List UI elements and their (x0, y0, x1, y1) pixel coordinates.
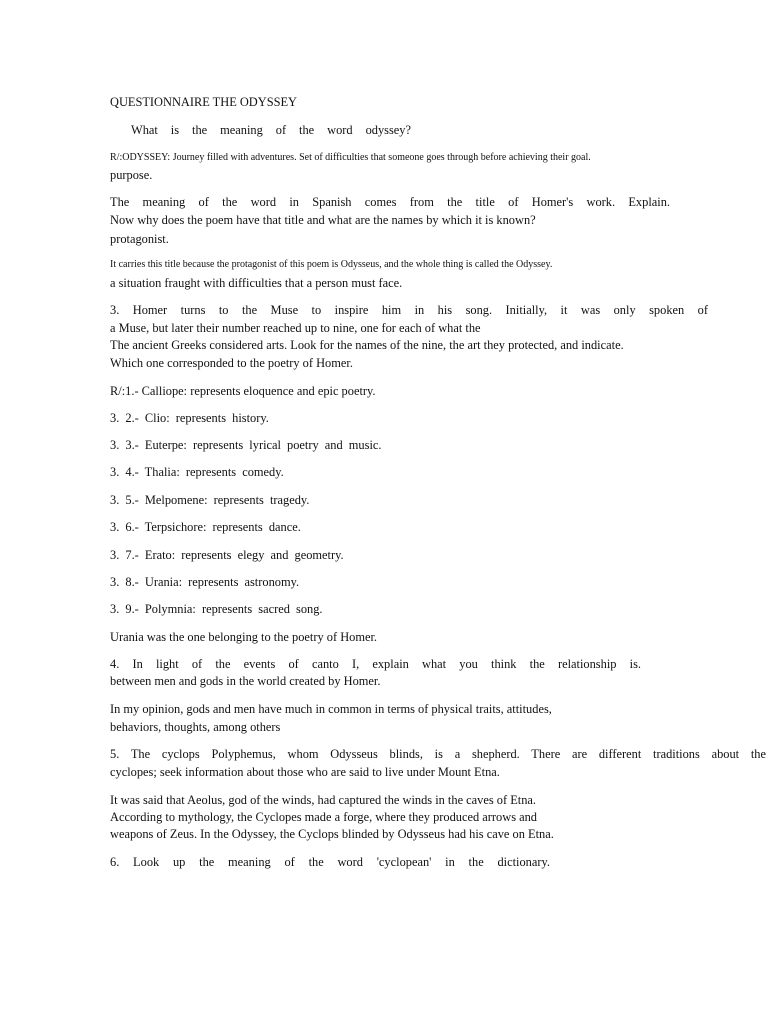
question-6: 6. Look up the meaning of the word 'cyclopean' in the dictionary. (110, 855, 550, 869)
answer-2-continuation: a situation fraught with difficulties that a person must face. (110, 276, 403, 290)
answer-5-line-2: According to mythology, the Cyclopes made a forge, where they produced arrows and (110, 810, 538, 824)
question-3-line-3: The ancient Greeks considered arts. Look for the names of the nine, the art they protected, and indicate. (110, 338, 624, 352)
muse-item: 3. 5.- Melpomene: represents tragedy. (110, 493, 310, 507)
question-4-line-1: 4. In light of the events of canto I, explain what you think the relationship is. (110, 657, 641, 671)
question-5-line-2: cyclopes; seek information about those who are said to live under Mount Etna. (110, 765, 500, 779)
muse-item: 3. 6.- Terpsichore: represents dance. (110, 520, 301, 534)
question-3-line-4: Which one corresponded to the poetry of Homer. (110, 356, 353, 370)
question-5-line-1: 5. The cyclops Polyphemus, whom Odysseus blinds, is a shepherd. There are different traditions about the (110, 747, 766, 761)
document-title: QUESTIONNAIRE THE ODYSSEY (110, 95, 298, 109)
answer-5-line-3: weapons of Zeus. In the Odyssey, the Cyclops blinded by Odysseus had his cave on Etna. (110, 827, 554, 841)
answer-5-line-1: It was said that Aeolus, god of the winds, had captured the winds in the caves of Etna. (110, 793, 537, 807)
muse-item: 3. 2.- Clio: represents history. (110, 411, 269, 425)
answer-3: Urania was the one belonging to the poetry of Homer. (110, 630, 378, 644)
question-1: What is the meaning of the word odyssey? (131, 123, 411, 137)
answer-1-continuation: purpose. (110, 168, 153, 182)
answer-4-line-1: In my opinion, gods and men have much in common in terms of physical traits, attitudes, (110, 702, 552, 716)
question-2-line-2: Now why does the poem have that title and what are the names by which it is known? (110, 213, 536, 227)
muse-item: 3. 3.- Euterpe: represents lyrical poetry and music. (110, 438, 382, 452)
muse-item: 3. 8.- Urania: represents astronomy. (110, 575, 300, 589)
muse-item: 3. 9.- Polymnia: represents sacred song. (110, 602, 323, 616)
question-4-line-2: between men and gods in the world created by Homer. (110, 674, 381, 688)
question-3-line-2: a Muse, but later their number reached up to nine, one for each of what the (110, 321, 481, 335)
question-3-line-1: 3. Homer turns to the Muse to inspire him in his song. Initially, it was only spoken of (110, 303, 708, 317)
question-2-line-3: protagonist. (110, 232, 169, 246)
muse-item: R/:1.- Calliope: represents eloquence and epic poetry. (110, 384, 376, 398)
muse-item: 3. 7.- Erato: represents elegy and geometry. (110, 548, 344, 562)
answer-2: It carries this title because the protagonist of this poem is Odysseus, and the whole thing is called the Odyssey. (110, 259, 553, 270)
answer-1: R/:ODYSSEY: Journey filled with adventures. Set of difficulties that someone goes through before achieving their goal. (110, 152, 591, 163)
question-2-line-1: The meaning of the word in Spanish comes from the title of Homer's work. Explain. (110, 195, 670, 209)
answer-4-line-2: behaviors, thoughts, among others (110, 720, 281, 734)
muse-item: 3. 4.- Thalia: represents comedy. (110, 465, 284, 479)
